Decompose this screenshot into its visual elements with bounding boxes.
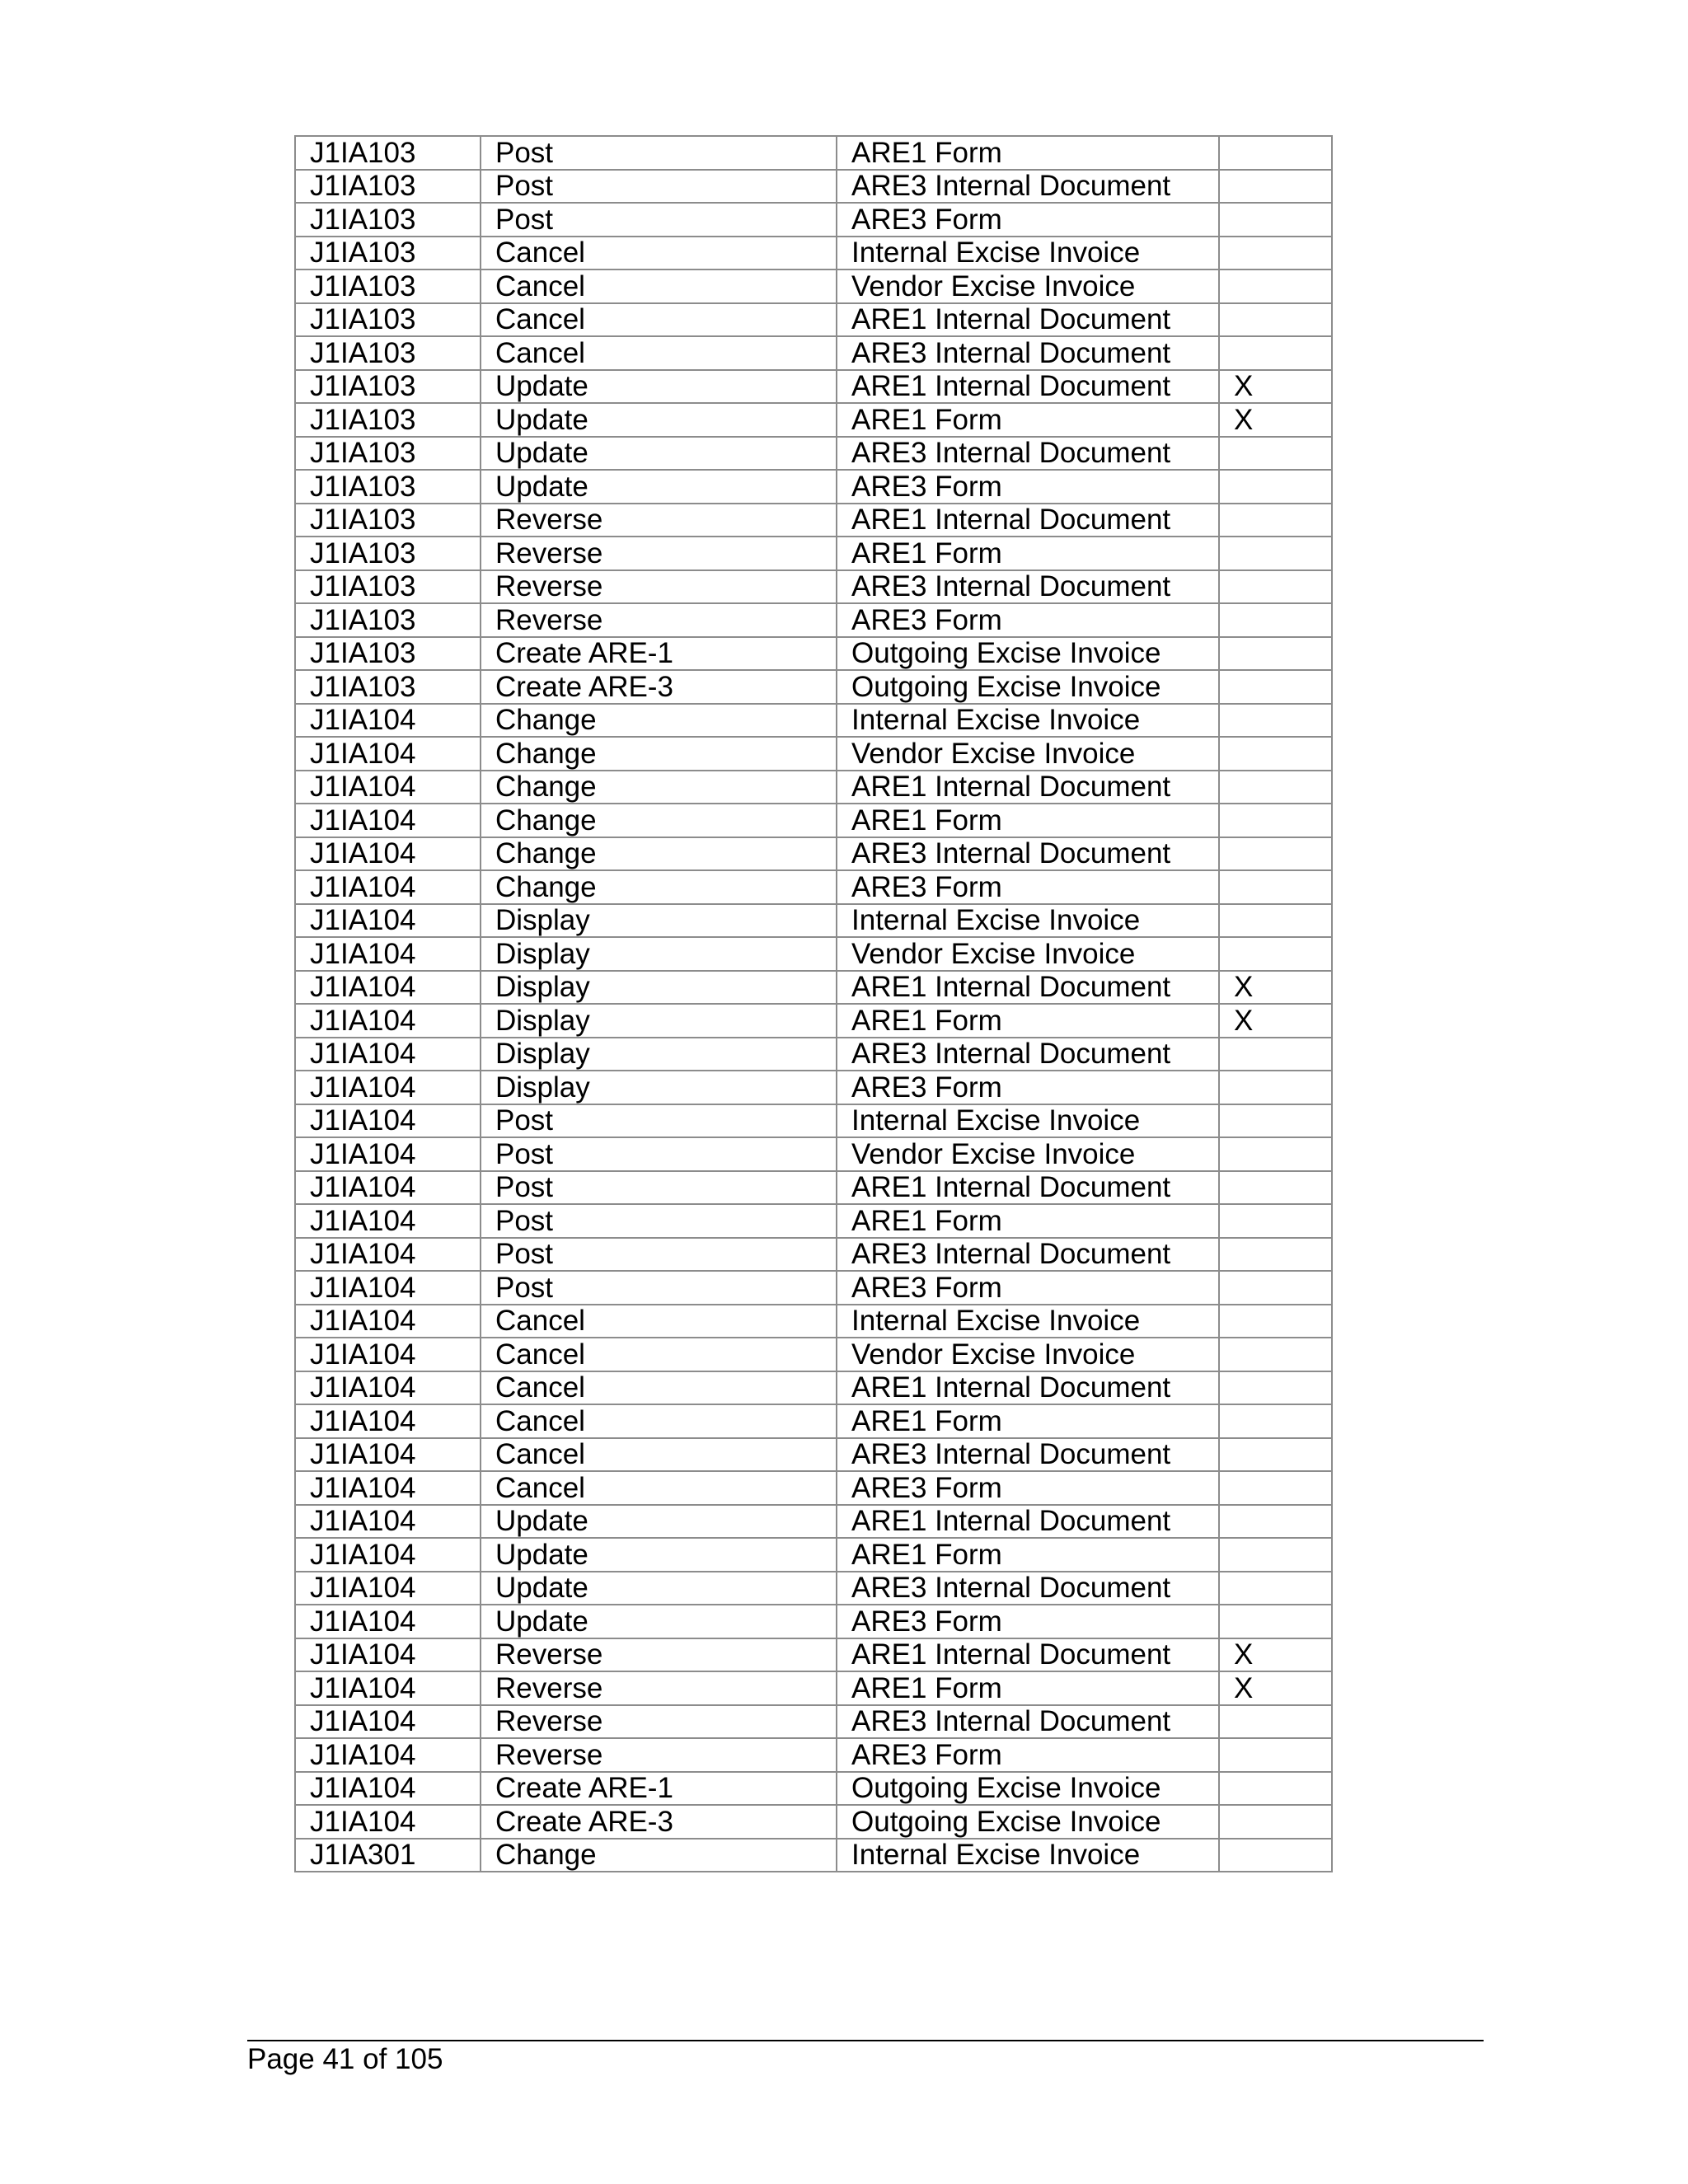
table-row: [295, 437, 1332, 471]
table-row: [295, 1705, 1332, 1739]
action-cell: Reverse: [481, 1705, 837, 1739]
table-row: [295, 170, 1332, 204]
action-cell: Change: [481, 1839, 837, 1872]
flag-cell: X: [1219, 1004, 1332, 1038]
table-row: [295, 203, 1332, 237]
transaction-code-cell: J1IA104: [295, 1071, 481, 1104]
action-cell: Cancel: [481, 1471, 837, 1505]
document-type-cell: Internal Excise Invoice: [837, 1839, 1219, 1872]
transaction-code-cell: J1IA104: [295, 1671, 481, 1705]
action-cell: Change: [481, 870, 837, 904]
flag-cell: X: [1219, 1638, 1332, 1672]
transaction-code-cell: J1IA103: [295, 269, 481, 303]
transaction-code-cell: J1IA104: [295, 804, 481, 837]
transaction-code-cell: J1IA103: [295, 403, 481, 437]
table-row: [295, 1772, 1332, 1806]
flag-cell: [1219, 1471, 1332, 1505]
document-type-cell: ARE1 Internal Document: [837, 1638, 1219, 1672]
table-row: [295, 470, 1332, 504]
transaction-code-cell: J1IA104: [295, 1137, 481, 1171]
flag-cell: [1219, 1438, 1332, 1472]
table-row: [295, 570, 1332, 604]
flag-cell: [1219, 1071, 1332, 1104]
flag-cell: [1219, 1137, 1332, 1171]
flag-cell: [1219, 1738, 1332, 1772]
action-cell: Change: [481, 704, 837, 738]
document-type-cell: Outgoing Excise Invoice: [837, 670, 1219, 704]
flag-cell: X: [1219, 403, 1332, 437]
authorization-table: [294, 135, 1333, 1872]
table-row: [295, 1605, 1332, 1638]
action-cell: Create ARE-3: [481, 1805, 837, 1839]
table-row: [295, 504, 1332, 537]
transaction-code-cell: J1IA103: [295, 370, 481, 404]
action-cell: Post: [481, 1271, 837, 1305]
table-row: [295, 704, 1332, 738]
footer-divider: [247, 2040, 1484, 2041]
transaction-code-cell: J1IA104: [295, 1204, 481, 1238]
flag-cell: [1219, 1171, 1332, 1205]
action-cell: Post: [481, 1238, 837, 1272]
transaction-code-cell: J1IA104: [295, 1471, 481, 1505]
transaction-code-cell: J1IA104: [295, 1238, 481, 1272]
document-type-cell: ARE3 Form: [837, 1471, 1219, 1505]
action-cell: Display: [481, 937, 837, 971]
flag-cell: [1219, 771, 1332, 804]
document-type-cell: ARE1 Internal Document: [837, 303, 1219, 337]
transaction-code-cell: J1IA301: [295, 1839, 481, 1872]
flag-cell: [1219, 336, 1332, 370]
document-type-cell: Outgoing Excise Invoice: [837, 1805, 1219, 1839]
flag-cell: X: [1219, 1671, 1332, 1705]
table-row: [295, 370, 1332, 404]
table-row: [295, 1538, 1332, 1572]
action-cell: Update: [481, 403, 837, 437]
document-type-cell: ARE1 Form: [837, 537, 1219, 570]
document-type-cell: ARE1 Form: [837, 136, 1219, 170]
transaction-code-cell: J1IA104: [295, 837, 481, 871]
transaction-code-cell: J1IA104: [295, 904, 481, 938]
document-type-cell: ARE3 Internal Document: [837, 1038, 1219, 1071]
flag-cell: [1219, 1538, 1332, 1572]
action-cell: Update: [481, 370, 837, 404]
document-type-cell: Internal Excise Invoice: [837, 237, 1219, 270]
transaction-code-cell: J1IA104: [295, 1271, 481, 1305]
table-row: [295, 837, 1332, 871]
table-row: [295, 403, 1332, 437]
table-row: [295, 1238, 1332, 1272]
table-row: [295, 1572, 1332, 1605]
table-row: [295, 670, 1332, 704]
document-type-cell: ARE3 Internal Document: [837, 336, 1219, 370]
table-row: [295, 937, 1332, 971]
document-type-cell: ARE3 Internal Document: [837, 1705, 1219, 1739]
action-cell: Change: [481, 804, 837, 837]
action-cell: Update: [481, 1572, 837, 1605]
transaction-code-cell: J1IA104: [295, 971, 481, 1005]
document-type-cell: ARE3 Form: [837, 1605, 1219, 1638]
document-type-cell: ARE3 Form: [837, 1271, 1219, 1305]
flag-cell: [1219, 937, 1332, 971]
document-type-cell: Outgoing Excise Invoice: [837, 637, 1219, 671]
transaction-code-cell: J1IA103: [295, 670, 481, 704]
action-cell: Post: [481, 203, 837, 237]
document-type-cell: ARE1 Form: [837, 804, 1219, 837]
flag-cell: [1219, 1805, 1332, 1839]
flag-cell: [1219, 504, 1332, 537]
transaction-code-cell: J1IA104: [295, 1505, 481, 1539]
table-row: [295, 336, 1332, 370]
action-cell: Display: [481, 1071, 837, 1104]
table-row: [295, 537, 1332, 570]
action-cell: Reverse: [481, 504, 837, 537]
document-type-cell: Internal Excise Invoice: [837, 1104, 1219, 1138]
transaction-code-cell: J1IA103: [295, 437, 481, 471]
flag-cell: [1219, 1038, 1332, 1071]
action-cell: Post: [481, 1204, 837, 1238]
table-row: [295, 904, 1332, 938]
transaction-code-cell: J1IA104: [295, 1705, 481, 1739]
action-cell: Cancel: [481, 1371, 837, 1405]
table-row: [295, 1071, 1332, 1104]
action-cell: Change: [481, 737, 837, 771]
action-cell: Display: [481, 1038, 837, 1071]
action-cell: Update: [481, 470, 837, 504]
transaction-code-cell: J1IA103: [295, 170, 481, 204]
action-cell: Post: [481, 170, 837, 204]
document-type-cell: ARE1 Internal Document: [837, 971, 1219, 1005]
transaction-code-cell: J1IA104: [295, 1004, 481, 1038]
document-type-cell: ARE3 Form: [837, 1071, 1219, 1104]
flag-cell: [1219, 1605, 1332, 1638]
flag-cell: [1219, 570, 1332, 604]
transaction-code-cell: J1IA104: [295, 937, 481, 971]
flag-cell: [1219, 269, 1332, 303]
table-row: [295, 1271, 1332, 1305]
table-row: [295, 1371, 1332, 1405]
transaction-code-cell: J1IA104: [295, 1404, 481, 1438]
table-row: [295, 1805, 1332, 1839]
document-type-cell: ARE3 Form: [837, 470, 1219, 504]
action-cell: Reverse: [481, 1671, 837, 1705]
flag-cell: [1219, 1839, 1332, 1872]
transaction-code-cell: J1IA104: [295, 1638, 481, 1672]
flag-cell: [1219, 637, 1332, 671]
flag-cell: [1219, 1505, 1332, 1539]
transaction-code-cell: J1IA104: [295, 1305, 481, 1338]
flag-cell: [1219, 1238, 1332, 1272]
document-type-cell: Vendor Excise Invoice: [837, 1338, 1219, 1371]
document-type-cell: ARE1 Internal Document: [837, 504, 1219, 537]
transaction-code-cell: J1IA104: [295, 1171, 481, 1205]
transaction-code-cell: J1IA104: [295, 1572, 481, 1605]
flag-cell: [1219, 437, 1332, 471]
document-type-cell: ARE1 Form: [837, 1004, 1219, 1038]
document-type-cell: ARE1 Form: [837, 1404, 1219, 1438]
document-type-cell: ARE3 Internal Document: [837, 570, 1219, 604]
flag-cell: [1219, 170, 1332, 204]
action-cell: Create ARE-1: [481, 1772, 837, 1806]
transaction-code-cell: J1IA103: [295, 136, 481, 170]
table-row: [295, 1137, 1332, 1171]
action-cell: Display: [481, 1004, 837, 1038]
transaction-code-cell: J1IA104: [295, 870, 481, 904]
flag-cell: [1219, 537, 1332, 570]
document-type-cell: ARE1 Internal Document: [837, 1371, 1219, 1405]
document-type-cell: ARE1 Form: [837, 1538, 1219, 1572]
flag-cell: [1219, 1371, 1332, 1405]
flag-cell: [1219, 1772, 1332, 1806]
transaction-code-cell: J1IA104: [295, 1338, 481, 1371]
flag-cell: [1219, 1104, 1332, 1138]
action-cell: Create ARE-1: [481, 637, 837, 671]
action-cell: Reverse: [481, 537, 837, 570]
table-row: [295, 603, 1332, 637]
flag-cell: [1219, 1271, 1332, 1305]
table-row: [295, 1171, 1332, 1205]
document-type-cell: Internal Excise Invoice: [837, 1305, 1219, 1338]
flag-cell: [1219, 136, 1332, 170]
action-cell: Update: [481, 1605, 837, 1638]
transaction-code-cell: J1IA104: [295, 1371, 481, 1405]
transaction-code-cell: J1IA103: [295, 570, 481, 604]
flag-cell: [1219, 1338, 1332, 1371]
table-row: [295, 1671, 1332, 1705]
table-row: [295, 771, 1332, 804]
action-cell: Cancel: [481, 336, 837, 370]
action-cell: Cancel: [481, 303, 837, 337]
action-cell: Update: [481, 1538, 837, 1572]
flag-cell: [1219, 303, 1332, 337]
table-row: [295, 136, 1332, 170]
table-row: [295, 1505, 1332, 1539]
flag-cell: [1219, 870, 1332, 904]
table-row: [295, 637, 1332, 671]
flag-cell: [1219, 1404, 1332, 1438]
transaction-code-cell: J1IA103: [295, 237, 481, 270]
document-type-cell: Outgoing Excise Invoice: [837, 1772, 1219, 1806]
document-type-cell: Vendor Excise Invoice: [837, 269, 1219, 303]
table-row: [295, 971, 1332, 1005]
table-row: [295, 269, 1332, 303]
document-type-cell: Internal Excise Invoice: [837, 704, 1219, 738]
document-type-cell: Vendor Excise Invoice: [837, 937, 1219, 971]
authorization-table-body: [295, 136, 1332, 1872]
table-row: [295, 870, 1332, 904]
transaction-code-cell: J1IA104: [295, 704, 481, 738]
action-cell: Create ARE-3: [481, 670, 837, 704]
flag-cell: [1219, 737, 1332, 771]
action-cell: Post: [481, 1171, 837, 1205]
flag-cell: [1219, 1572, 1332, 1605]
table-row: [295, 237, 1332, 270]
action-cell: Update: [481, 1505, 837, 1539]
transaction-code-cell: J1IA103: [295, 504, 481, 537]
transaction-code-cell: J1IA103: [295, 637, 481, 671]
action-cell: Post: [481, 1104, 837, 1138]
table-row: [295, 804, 1332, 837]
flag-cell: [1219, 603, 1332, 637]
transaction-code-cell: J1IA103: [295, 603, 481, 637]
action-cell: Display: [481, 971, 837, 1005]
document-type-cell: ARE3 Internal Document: [837, 170, 1219, 204]
document-type-cell: ARE3 Form: [837, 1738, 1219, 1772]
action-cell: Reverse: [481, 1738, 837, 1772]
transaction-code-cell: J1IA103: [295, 470, 481, 504]
table-row: [295, 1839, 1332, 1872]
flag-cell: [1219, 1204, 1332, 1238]
table-row: [295, 1305, 1332, 1338]
transaction-code-cell: J1IA103: [295, 537, 481, 570]
document-type-cell: ARE1 Internal Document: [837, 1505, 1219, 1539]
document-type-cell: ARE1 Internal Document: [837, 370, 1219, 404]
transaction-code-cell: J1IA104: [295, 1605, 481, 1638]
document-type-cell: Vendor Excise Invoice: [837, 1137, 1219, 1171]
document-type-cell: ARE3 Internal Document: [837, 1238, 1219, 1272]
flag-cell: [1219, 1305, 1332, 1338]
flag-cell: [1219, 904, 1332, 938]
transaction-code-cell: J1IA104: [295, 771, 481, 804]
action-cell: Post: [481, 136, 837, 170]
document-type-cell: ARE3 Internal Document: [837, 837, 1219, 871]
action-cell: Cancel: [481, 1438, 837, 1472]
table-row: [295, 1338, 1332, 1371]
action-cell: Cancel: [481, 1404, 837, 1438]
transaction-code-cell: J1IA103: [295, 203, 481, 237]
document-type-cell: ARE1 Internal Document: [837, 771, 1219, 804]
table-row: [295, 1004, 1332, 1038]
document-type-cell: ARE3 Internal Document: [837, 1438, 1219, 1472]
action-cell: Post: [481, 1137, 837, 1171]
transaction-code-cell: J1IA104: [295, 1438, 481, 1472]
action-cell: Update: [481, 437, 837, 471]
action-cell: Reverse: [481, 603, 837, 637]
transaction-code-cell: J1IA104: [295, 1738, 481, 1772]
document-type-cell: Vendor Excise Invoice: [837, 737, 1219, 771]
flag-cell: X: [1219, 971, 1332, 1005]
flag-cell: [1219, 1705, 1332, 1739]
flag-cell: X: [1219, 370, 1332, 404]
document-type-cell: ARE3 Internal Document: [837, 1572, 1219, 1605]
document-type-cell: ARE3 Form: [837, 603, 1219, 637]
table-row: [295, 1438, 1332, 1472]
table-row: [295, 1471, 1332, 1505]
action-cell: Cancel: [481, 1305, 837, 1338]
document-type-cell: ARE3 Form: [837, 203, 1219, 237]
flag-cell: [1219, 804, 1332, 837]
flag-cell: [1219, 203, 1332, 237]
flag-cell: [1219, 704, 1332, 738]
flag-cell: [1219, 837, 1332, 871]
transaction-code-cell: J1IA103: [295, 336, 481, 370]
table-row: [295, 737, 1332, 771]
action-cell: Change: [481, 771, 837, 804]
action-cell: Display: [481, 904, 837, 938]
transaction-code-cell: J1IA103: [295, 303, 481, 337]
transaction-code-cell: J1IA104: [295, 1104, 481, 1138]
table-row: [295, 1404, 1332, 1438]
action-cell: Reverse: [481, 570, 837, 604]
table-row: [295, 303, 1332, 337]
action-cell: Change: [481, 837, 837, 871]
flag-cell: [1219, 237, 1332, 270]
table-row: [295, 1104, 1332, 1138]
page-number: Page 41 of 105: [247, 2043, 443, 2075]
document-type-cell: ARE3 Form: [837, 870, 1219, 904]
flag-cell: [1219, 670, 1332, 704]
transaction-code-cell: J1IA104: [295, 737, 481, 771]
table-row: [295, 1638, 1332, 1672]
table-row: [295, 1038, 1332, 1071]
document-type-cell: ARE1 Form: [837, 403, 1219, 437]
transaction-code-cell: J1IA104: [295, 1538, 481, 1572]
transaction-code-cell: J1IA104: [295, 1805, 481, 1839]
action-cell: Reverse: [481, 1638, 837, 1672]
table-row: [295, 1204, 1332, 1238]
document-type-cell: Internal Excise Invoice: [837, 904, 1219, 938]
document-type-cell: ARE3 Internal Document: [837, 437, 1219, 471]
action-cell: Cancel: [481, 1338, 837, 1371]
document-type-cell: ARE1 Internal Document: [837, 1171, 1219, 1205]
flag-cell: [1219, 470, 1332, 504]
action-cell: Cancel: [481, 237, 837, 270]
document-type-cell: ARE1 Form: [837, 1671, 1219, 1705]
document-type-cell: ARE1 Form: [837, 1204, 1219, 1238]
transaction-code-cell: J1IA104: [295, 1038, 481, 1071]
transaction-code-cell: J1IA104: [295, 1772, 481, 1806]
table-row: [295, 1738, 1332, 1772]
action-cell: Cancel: [481, 269, 837, 303]
